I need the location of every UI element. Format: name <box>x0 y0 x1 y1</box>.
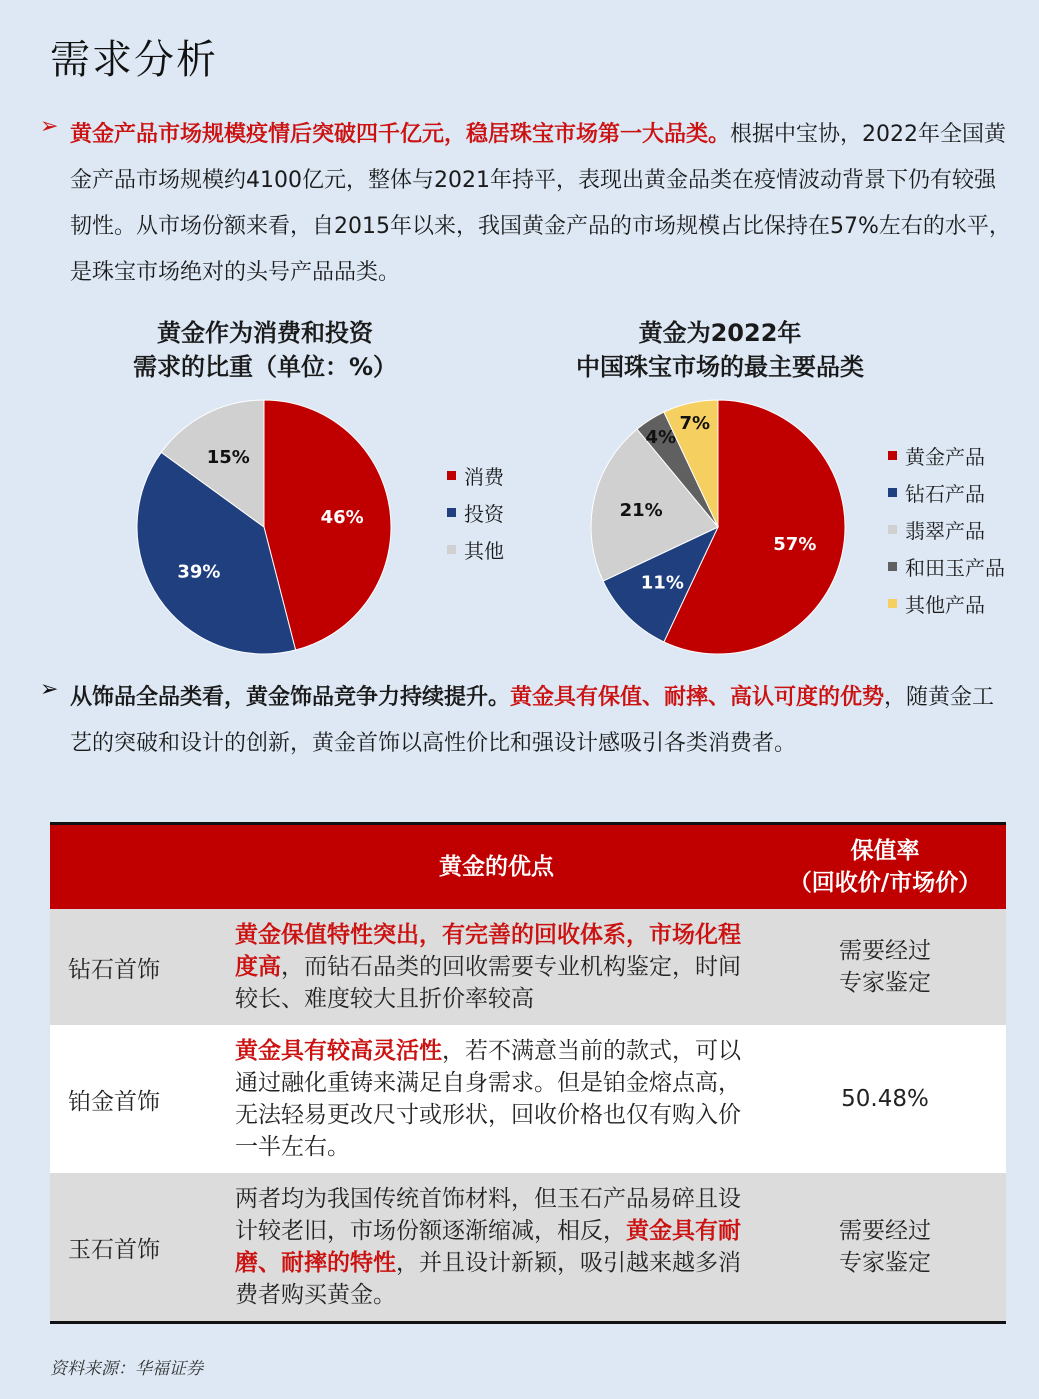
row-description <box>229 1025 764 1173</box>
chart1-title <box>90 316 440 384</box>
pie-data-label-4: 4% <box>645 426 677 448</box>
chart1-title-line1: 黄金作为消费和投资 <box>157 319 373 347</box>
row-rate <box>764 1173 1006 1323</box>
legend-item <box>447 494 504 531</box>
row-text-pre: 两者均为我国传统首饰材料，但玉石产品易碎且设计较老旧，市场份额逐渐缩减，相反， <box>235 1186 741 1244</box>
table-row <box>50 909 1006 1025</box>
chart2-title <box>540 316 900 384</box>
bullet2-lead: 从饰品全品类看，黄金饰品竞争力持续提升。 <box>70 685 511 710</box>
legend-swatch <box>447 545 456 554</box>
bullet-paragraph-2 <box>40 675 1015 767</box>
legend-label: 消费 <box>464 465 504 489</box>
arrow-bullet-icon: ➢ <box>40 114 59 139</box>
table-header-row <box>50 824 1006 910</box>
legend-item <box>888 585 1005 622</box>
legend-item <box>888 548 1005 585</box>
legend-swatch <box>447 508 456 517</box>
chart2-pie <box>590 399 846 655</box>
rate-line2: 专家鉴定 <box>839 970 931 996</box>
bullet1-body: 根据中宝协，2022年全国黄金产品市场规模约4100亿元，整体与2021年持平，表现出黄金品类在疫情波动背景下仍有较强韧性。从市场份额来看，自2015年以来，我国黄金产品的市场规模占比保持在57%左右的水平，是珠宝市场绝对的头号产品品类。 <box>70 122 1011 285</box>
pie-data-label-1: 46% <box>320 507 364 529</box>
bullet-paragraph-1 <box>40 112 1015 296</box>
legend-item <box>888 511 1005 548</box>
source-note: 资料来源：华福证券 <box>50 1359 203 1379</box>
pie-data-label-1: 57% <box>773 534 817 556</box>
row-highlight: 黄金具有较高灵活性 <box>235 1038 442 1064</box>
row-text: ，若不满意当前的款式，可以通过融化重铸来满足自身需求。但是铂金熔点高，无法轻易更改尺寸或形状，回收价格也仅有购入价一半左右。 <box>235 1038 741 1160</box>
row-name: 钻石首饰 <box>50 909 229 1025</box>
chart2-title-line2: 中国珠宝市场的最主要品类 <box>576 353 864 381</box>
rate-line1: 需要经过 <box>839 938 931 964</box>
legend-item <box>888 474 1005 511</box>
chart1-pie <box>136 399 392 655</box>
header-retention-rate <box>764 824 1006 910</box>
rate-line1: 需要经过 <box>839 1218 931 1244</box>
row-highlight: 黄金保值特性突出，有完善的回收体系，市场化程度高 <box>235 922 741 980</box>
legend-swatch <box>888 488 897 497</box>
header-advantages: 黄金的优点 <box>229 824 764 910</box>
legend-label: 其他产品 <box>905 593 985 617</box>
row-highlight: 黄金具有耐磨、耐摔的特性 <box>235 1218 741 1276</box>
chart2-legend <box>888 437 1005 622</box>
header-empty-cell <box>50 824 229 910</box>
pie-data-label-2: 39% <box>177 561 221 583</box>
bullet2-highlight: 黄金具有保值、耐摔、高认可度的优势 <box>510 685 885 710</box>
row-text: ，而钻石品类的回收需要专业机构鉴定，时间较长、难度较大且折价率较高 <box>235 954 741 1012</box>
pie-data-label-3: 15% <box>206 446 250 468</box>
legend-item <box>447 531 504 568</box>
row-description <box>229 909 764 1025</box>
chart1-legend <box>447 457 504 568</box>
legend-swatch <box>447 471 456 480</box>
pie-data-label-2: 11% <box>640 572 684 594</box>
legend-label: 黄金产品 <box>905 445 985 469</box>
pie-data-label-5: 7% <box>679 412 711 434</box>
gold-advantages-table <box>50 822 1006 1324</box>
row-rate: 50.48% <box>764 1025 1006 1173</box>
table-row <box>50 1025 1006 1173</box>
row-name: 铂金首饰 <box>50 1025 229 1173</box>
chart1-title-line2: 需求的比重（单位：%） <box>132 353 398 381</box>
legend-swatch <box>888 451 897 460</box>
legend-swatch <box>888 525 897 534</box>
row-description <box>229 1173 764 1323</box>
rate-line2: 专家鉴定 <box>839 1250 931 1276</box>
bullet2-body: ，随黄金工艺的突破和设计的创新，黄金首饰以高性价比和强设计感吸引各类消费者。 <box>70 685 995 756</box>
header-rate-line1: 保值率 <box>850 838 920 864</box>
row-text: ，并且设计新颖，吸引越来越多消费者购买黄金。 <box>235 1250 741 1308</box>
row-rate <box>764 909 1006 1025</box>
legend-label: 其他 <box>464 539 504 563</box>
arrow-bullet-icon: ➢ <box>40 677 59 702</box>
legend-item <box>447 457 504 494</box>
chart2-title-line1: 黄金为2022年 <box>638 319 802 347</box>
bullet1-highlight: 黄金产品市场规模疫情后突破四千亿元，稳居珠宝市场第一大品类。 <box>70 122 731 147</box>
pie-data-label-3: 21% <box>619 499 663 521</box>
legend-label: 翡翠产品 <box>905 519 985 543</box>
table-row <box>50 1173 1006 1323</box>
legend-label: 钻石产品 <box>905 482 985 506</box>
legend-label: 和田玉产品 <box>905 556 1005 580</box>
row-name: 玉石首饰 <box>50 1173 229 1323</box>
legend-label: 投资 <box>464 502 504 526</box>
header-rate-line2: （回收价/市场价） <box>788 870 982 896</box>
legend-swatch <box>888 599 897 608</box>
page-title: 需求分析 <box>50 37 218 83</box>
legend-item <box>888 437 1005 474</box>
legend-swatch <box>888 562 897 571</box>
